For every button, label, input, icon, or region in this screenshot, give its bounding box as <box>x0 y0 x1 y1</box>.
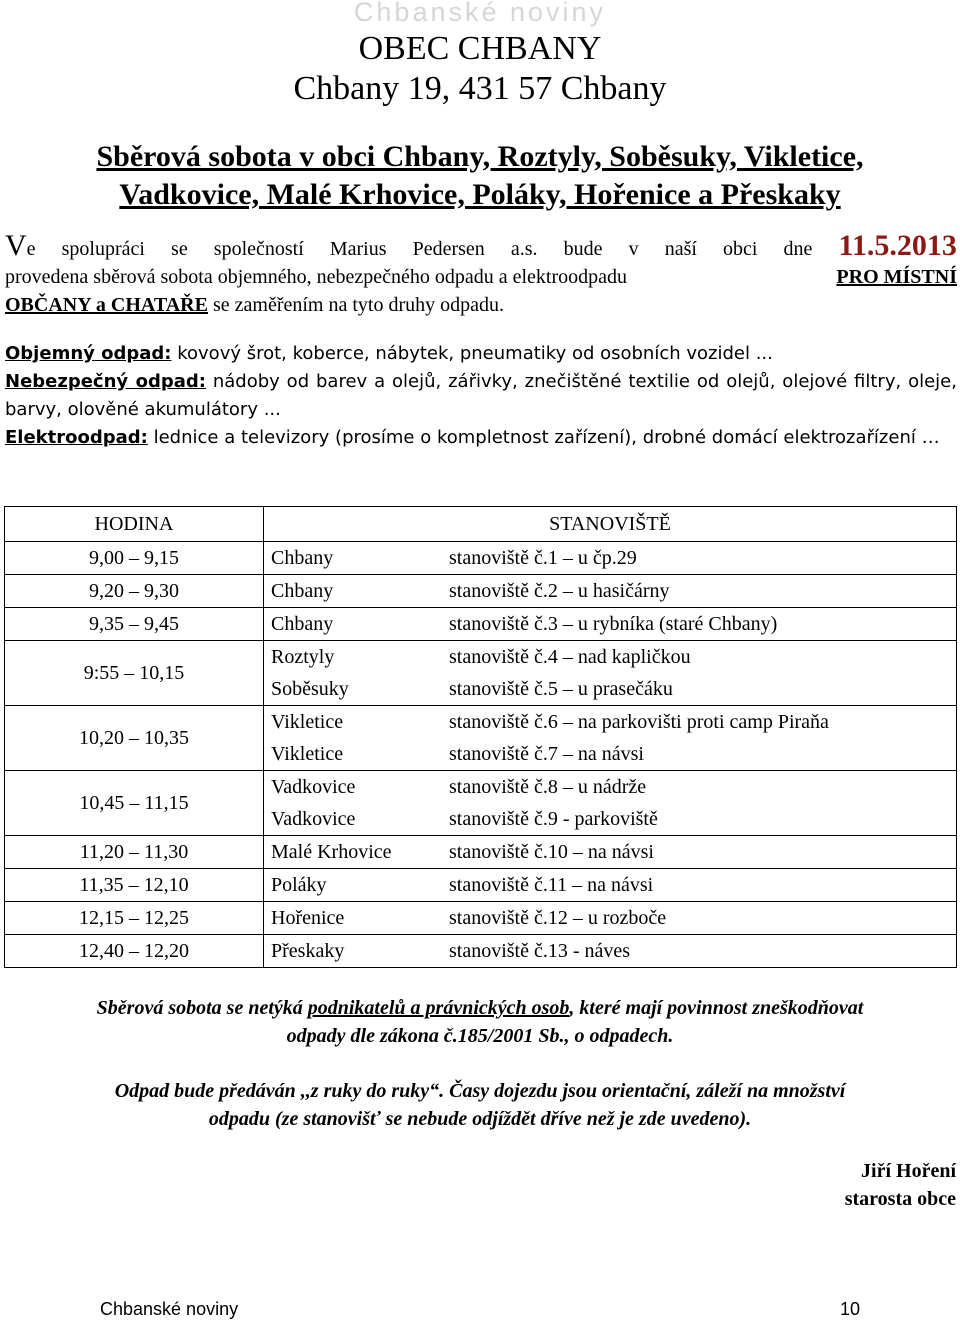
notice-exemption-c: , které mají povinnost zneškodňovat <box>569 997 864 1019</box>
category-bulky <box>5 340 957 368</box>
collection-spot: stanoviště č.9 - parkoviště <box>449 808 658 830</box>
table-row <box>5 542 957 575</box>
schedule-rows <box>5 542 957 968</box>
time-cell: 9,35 – 9,45 <box>5 608 264 641</box>
intro-word-6: a.s. <box>510 238 538 260</box>
intro-word-4: Marius <box>329 238 387 260</box>
table-row <box>5 641 957 706</box>
collection-spot: stanoviště č.7 – na návsi <box>449 743 644 765</box>
table-header-row <box>5 507 957 542</box>
intro-word-3: společností <box>213 238 304 260</box>
table-row <box>5 935 957 968</box>
stop-list <box>271 902 956 934</box>
table-row <box>5 869 957 902</box>
signature-name: Jiří Hoření <box>861 1160 956 1182</box>
table-row <box>5 836 957 869</box>
table-row <box>5 706 957 771</box>
village-name: Chbany <box>271 580 334 602</box>
village-name: Chbany <box>271 547 334 569</box>
collection-spot: stanoviště č.12 – u rozbočе <box>449 907 667 929</box>
category-text: kovový šrot, koberce, nábytek, pneumatiky od osobních vozidel ... <box>177 343 773 364</box>
category-electronic <box>5 424 957 452</box>
intro-word-7: bude <box>563 238 603 260</box>
collection-spot: stanoviště č.5 – u prasečáku <box>449 678 673 700</box>
collection-spot: stanoviště č.8 – u nádrže <box>449 776 647 798</box>
village-column <box>271 641 449 705</box>
time-cell: 11,20 – 11,30 <box>5 836 264 869</box>
footer-title: Chbanské noviny <box>100 1299 239 1319</box>
village-name: Vadkovice <box>271 776 356 798</box>
place-cell <box>264 902 957 935</box>
waste-categories <box>5 340 957 452</box>
category-hazardous <box>5 368 957 424</box>
intro-word-11: dne <box>783 238 813 260</box>
intro-paragraph <box>5 229 957 319</box>
place-cell <box>264 836 957 869</box>
stop-list <box>271 575 956 607</box>
spot-column <box>449 608 777 640</box>
municipality-address: Chbany 19, 431 57 Chbany <box>293 70 667 107</box>
collection-spot: stanoviště č.6 – na parkovišti proti camp Piraňa <box>449 711 829 733</box>
village-column <box>271 608 449 640</box>
column-header-place: STANOVIŠTĚ <box>264 507 957 542</box>
village-name: Chbany <box>271 613 334 635</box>
time-cell: 10,45 – 11,15 <box>5 771 264 836</box>
place-cell <box>264 935 957 968</box>
time-cell: 10,20 – 10,35 <box>5 706 264 771</box>
village-name: Soběsuky <box>271 678 349 700</box>
time-cell: 9,20 – 9,30 <box>5 575 264 608</box>
collection-spot: stanoviště č.10 – na návsi <box>449 841 654 863</box>
spot-column <box>449 771 658 835</box>
intro-line-2-text: provedena sběrová sobota objemného, nebezpečného odpadu a elektroodpadu <box>5 266 627 288</box>
spot-column <box>449 641 691 705</box>
notice-timing-line-1: Odpad bude předáván ,,z ruky do ruky“. Časy dojezdu jsou orientační, záleží na množství <box>114 1080 846 1102</box>
intro-audience-2: OBČANY a CHATAŘE <box>5 294 208 316</box>
intro-audience-1: PRO MÍSTNÍ <box>836 266 957 288</box>
stop-list <box>271 542 956 574</box>
category-label: Nebezpečný odpad: <box>5 371 206 392</box>
headline <box>0 138 960 214</box>
stop-list <box>271 836 956 868</box>
village-name: Hořenice <box>271 907 345 929</box>
village-name: Vikletice <box>271 711 344 733</box>
signature <box>845 1157 956 1213</box>
table-row <box>5 902 957 935</box>
category-text: lednice a televizory (prosíme o kompletnost zařízení), drobné domácí elektrozařízení … <box>153 427 940 448</box>
collection-spot: stanoviště č.13 - náves <box>449 940 631 962</box>
signature-role: starosta obce <box>844 1188 956 1210</box>
page-number: 10 <box>840 1299 861 1319</box>
spot-column <box>449 836 654 868</box>
notice-exemption-line-2: odpady dle zákona č.185/2001 Sb., o odpadech. <box>286 1025 674 1047</box>
intro-word-5: Pedersen <box>412 238 485 260</box>
spot-column <box>449 706 829 770</box>
notice-exemption <box>0 994 960 1050</box>
place-cell <box>264 608 957 641</box>
time-cell: 12,15 – 12,25 <box>5 902 264 935</box>
time-cell: 9:55 – 10,15 <box>5 641 264 706</box>
stop-list <box>271 608 956 640</box>
stop-list <box>271 771 956 835</box>
table-row <box>5 575 957 608</box>
stop-list <box>271 641 956 705</box>
time-cell: 12,40 – 12,20 <box>5 935 264 968</box>
village-name: Poláky <box>271 874 327 896</box>
notice-timing-line-2: odpadu (ze stanovišť se nebude odjíždět dříve než je zde uvedeno). <box>208 1108 752 1130</box>
collection-date: 11.5.2013 <box>838 229 957 262</box>
intro-word-0: e <box>26 238 36 260</box>
village-column <box>271 706 449 770</box>
village-name: Vikletice <box>271 743 344 765</box>
headline-line-1: Sběrová sobota v obci Chbany, Roztyly, Soběsuky, Vikletice, <box>96 140 864 173</box>
spot-column <box>449 575 670 607</box>
masthead: Chbanské noviny <box>353 0 607 27</box>
time-cell: 9,00 – 9,15 <box>5 542 264 575</box>
collection-spot: stanoviště č.1 – u čp.29 <box>449 547 637 569</box>
village-column <box>271 836 449 868</box>
notice-exemption-a: Sběrová sobota se netýká <box>96 997 308 1019</box>
village-column <box>271 771 449 835</box>
spot-column <box>449 869 653 901</box>
village-name: Vadkovice <box>271 808 356 830</box>
place-cell <box>264 706 957 771</box>
spot-column <box>449 902 666 934</box>
place-cell <box>264 869 957 902</box>
headline-line-2: Vadkovice, Malé Krhovice, Poláky, Hořenice a Přeskaky <box>119 178 841 211</box>
table-row <box>5 771 957 836</box>
stop-list <box>271 869 956 901</box>
intro-line-1 <box>5 229 957 263</box>
notice-exemption-line-1 <box>0 994 960 1022</box>
place-cell <box>264 542 957 575</box>
table-row <box>5 608 957 641</box>
intro-initial: V <box>5 229 27 262</box>
category-label: Objemný odpad: <box>5 343 172 364</box>
village-column <box>271 902 449 934</box>
schedule-table <box>4 506 957 968</box>
village-name: Malé Krhovice <box>271 841 392 863</box>
intro-word-10: obci <box>722 238 758 260</box>
village-name: Přeskaky <box>271 940 345 962</box>
collection-spot: stanoviště č.11 – na návsi <box>449 874 654 896</box>
column-header-time: HODINA <box>5 507 264 542</box>
village-name: Roztyly <box>271 646 335 668</box>
village-column <box>271 869 449 901</box>
village-column <box>271 542 449 574</box>
place-cell <box>264 771 957 836</box>
intro-line-3 <box>5 291 957 319</box>
intro-line-3-text: se zaměřením na tyto druhy odpadu. <box>212 294 504 316</box>
collection-spot: stanoviště č.4 – nad kapličkou <box>449 646 691 668</box>
municipality-title: OBEC CHBANY <box>358 30 602 67</box>
spot-column <box>449 935 630 967</box>
intro-line-2 <box>5 263 957 291</box>
stop-list <box>271 706 956 770</box>
intro-word-8: v <box>628 238 639 260</box>
category-label: Elektroodpad: <box>5 427 148 448</box>
collection-spot: stanoviště č.2 – u hasičárny <box>449 580 670 602</box>
notice-exemption-b: podnikatelů a právnických osob <box>307 997 570 1019</box>
collection-spot: stanoviště č.3 – u rybníka (staré Chbany) <box>449 613 778 635</box>
intro-lead <box>5 229 36 263</box>
spot-column <box>449 542 637 574</box>
notice-timing <box>0 1077 960 1133</box>
category-text: nádoby od barev a olejů, zářivky, znečištěné textilie od olejů, olejové filtry, oleje, barvy, olověné akumulátory ... <box>5 371 957 420</box>
place-cell <box>264 641 957 706</box>
intro-word-1: spolupráci <box>61 238 145 260</box>
place-cell <box>264 575 957 608</box>
village-column <box>271 575 449 607</box>
intro-word-9: naší <box>664 238 697 260</box>
intro-word-2: se <box>171 238 188 260</box>
village-column <box>271 935 449 967</box>
stop-list <box>271 935 956 967</box>
time-cell: 11,35 – 12,10 <box>5 869 264 902</box>
